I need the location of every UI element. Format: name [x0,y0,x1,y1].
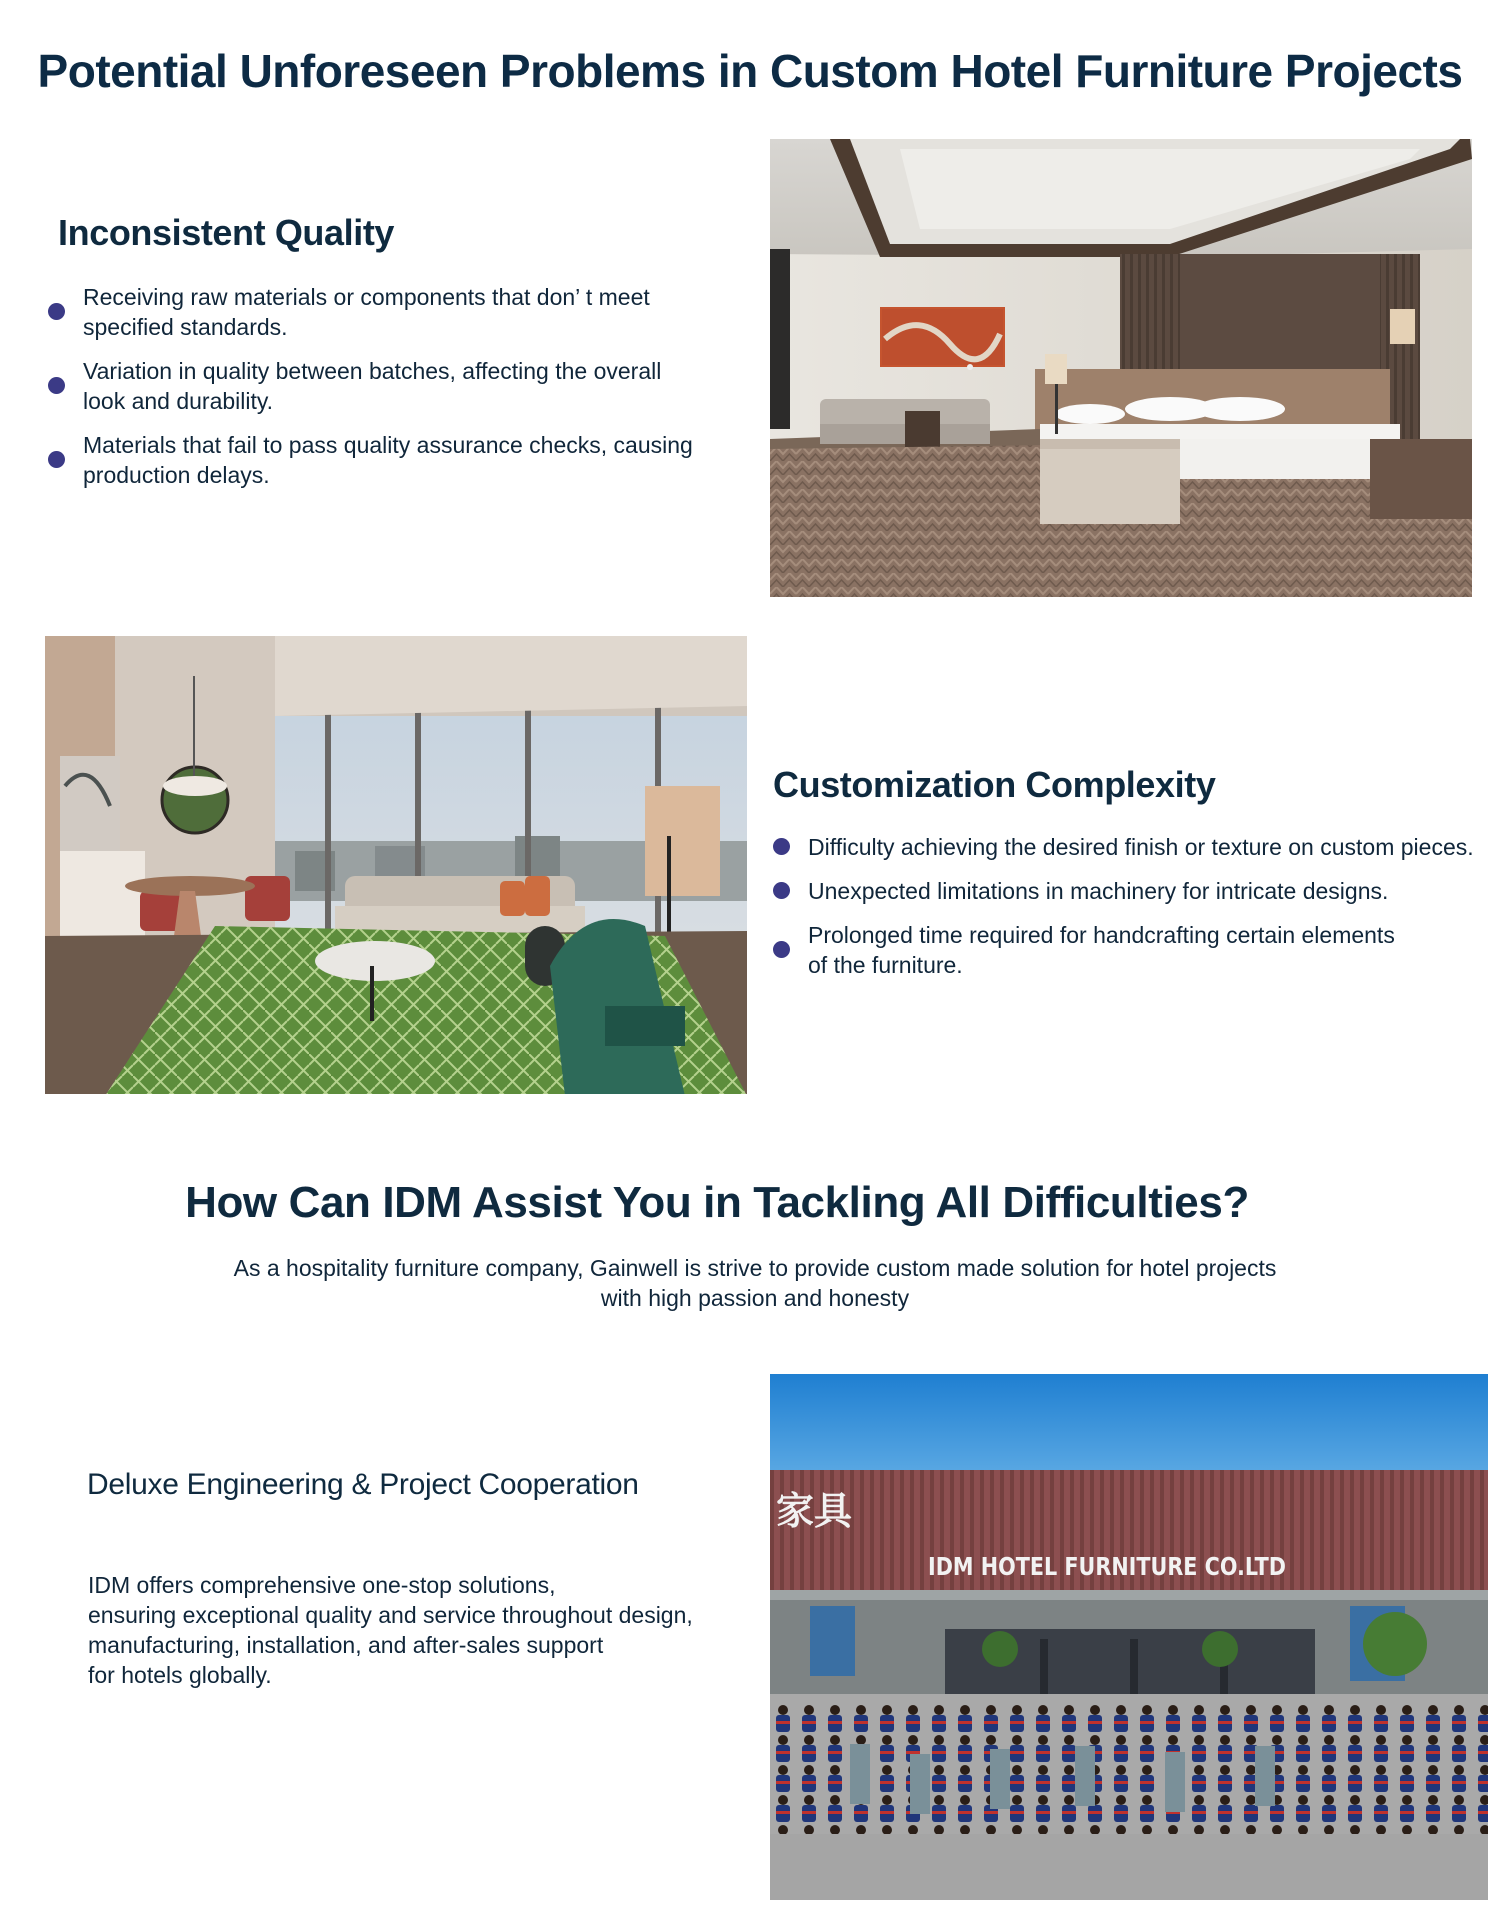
bullet-dot-icon [48,451,65,468]
list-item: Unexpected limitations in machinery for intricate designs. [773,876,1500,906]
factory-sign-english: IDM HOTEL FURNITURE CO.LTD [928,1552,1286,1581]
factory-sign-chinese: 家具 [776,1489,853,1533]
quality-bullet-list [48,282,728,504]
assist-heading: How Can IDM Assist You in Tackling All Difficulties? [185,1178,1249,1227]
engineering-description: IDM offers comprehensive one-stop solutions, ensuring exceptional quality and service throughout design, manufacturing, installation, and after-sales support for hotels globally. [88,1572,693,1688]
hotel-living-room-photo [45,636,747,1094]
list-item: Receiving raw materials or components that don’ t meet specified standards. [48,282,728,342]
engineering-heading: Deluxe Engineering & Project Cooperation [87,1468,639,1501]
bullet-dot-icon [48,377,65,394]
quality-heading: Inconsistent Quality [58,212,395,253]
list-item: Materials that fail to pass quality assurance checks, causing production delays. [48,430,728,490]
bullet-dot-icon [48,303,65,320]
bullet-dot-icon [773,941,790,958]
customization-bullet-list [773,832,1500,994]
hotel-bedroom-photo [770,139,1472,597]
page-title: Potential Unforeseen Problems in Custom Hotel Furniture Projects [37,45,1463,97]
factory-team-photo [770,1374,1488,1900]
bullet-dot-icon [773,838,790,855]
bullet-dot-icon [773,882,790,899]
list-item: Prolonged time required for handcrafting certain elements of the furniture. [773,920,1500,980]
list-item: Variation in quality between batches, affecting the overall look and durability. [48,356,728,416]
assist-intro: As a hospitality furniture company, Gainwell is strive to provide custom made solution for hotel projects with high passion and honesty [233,1255,1277,1311]
customization-heading: Customization Complexity [773,764,1216,805]
list-item: Difficulty achieving the desired finish or texture on custom pieces. [773,832,1500,862]
